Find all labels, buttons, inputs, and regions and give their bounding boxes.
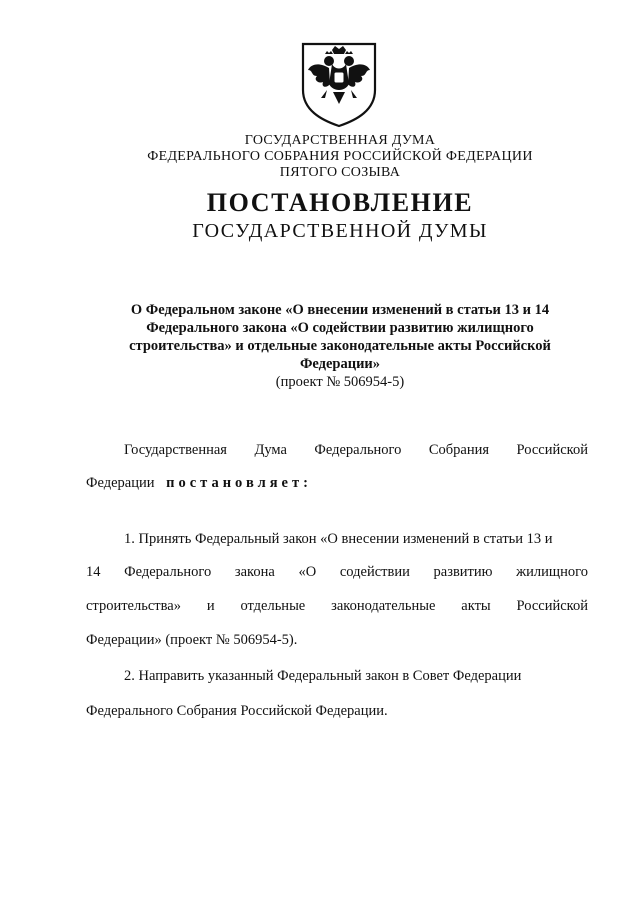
project-number: (проект № 506954-5) bbox=[275, 374, 405, 390]
preamble-decrees: постановляет: bbox=[166, 475, 312, 491]
item-1-word: строительства» bbox=[86, 598, 181, 614]
item-1-word: развитию bbox=[433, 564, 493, 580]
item-1-word: жилищного bbox=[516, 564, 588, 580]
preamble-word: Дума bbox=[254, 442, 287, 458]
preamble-line-2 bbox=[86, 474, 588, 492]
item-1-word: законодательные bbox=[331, 598, 436, 614]
document-subtitle: ГОСУДАРСТВЕННОЙ ДУМЫ bbox=[192, 220, 488, 242]
item-1-word: Федерального bbox=[124, 564, 212, 580]
item-1-word: содействии bbox=[339, 564, 410, 580]
header-line-federal-assembly: ФЕДЕРАЛЬНОГО СОБРАНИЯ РОССИЙСКОЙ ФЕДЕРАЦИИ bbox=[147, 149, 533, 164]
item-2-line-2: Федерального Собрания Российской Федерации. bbox=[86, 703, 388, 719]
item-2-line-1: 2. Направить указанный Федеральный закон в Совет Федерации bbox=[124, 668, 522, 684]
coat-of-arms-russia-icon bbox=[299, 40, 379, 128]
item-1-word: акты bbox=[461, 598, 491, 614]
header-line-duma: ГОСУДАРСТВЕННАЯ ДУМА bbox=[244, 133, 436, 148]
preamble-line-1 bbox=[124, 441, 588, 459]
item-1-line-1: 1. Принять Федеральный закон «О внесении изменений в статьи 13 и bbox=[124, 531, 553, 547]
item-1-line-3 bbox=[86, 597, 588, 615]
preamble-word: Федерального bbox=[314, 442, 402, 458]
document-title: ПОСТАНОВЛЕНИЕ bbox=[206, 188, 474, 217]
item-1-word: Российской bbox=[516, 598, 588, 614]
preamble-word: Собрания bbox=[428, 442, 490, 458]
item-1-word: 14 bbox=[86, 564, 101, 580]
preamble-word: Государственная bbox=[124, 442, 227, 458]
resolution-subject bbox=[0, 301, 640, 373]
preamble-word: Российской bbox=[516, 442, 588, 458]
subject-line: Федерации» bbox=[299, 356, 381, 372]
subject-line: Федерального закона «О содействии развитию жилищного bbox=[146, 320, 534, 336]
preamble-text: Федерации bbox=[86, 475, 155, 491]
item-1-line-4: Федерации» (проект № 506954-5). bbox=[86, 632, 298, 648]
item-1-word: и bbox=[206, 598, 215, 614]
item-1-word: «О bbox=[298, 564, 317, 580]
item-1-word: закона bbox=[234, 564, 275, 580]
item-1-word: отдельные bbox=[240, 598, 306, 614]
subject-line: О Федеральном законе «О внесении изменений в статьи 13 и 14 bbox=[130, 302, 550, 318]
item-1-line-2 bbox=[86, 563, 588, 581]
coat-of-arms-emblem bbox=[299, 40, 379, 128]
header-line-convocation: ПЯТОГО СОЗЫВА bbox=[279, 165, 401, 180]
subject-line: строительства» и отдельные законодательные акты Российской bbox=[129, 338, 551, 354]
